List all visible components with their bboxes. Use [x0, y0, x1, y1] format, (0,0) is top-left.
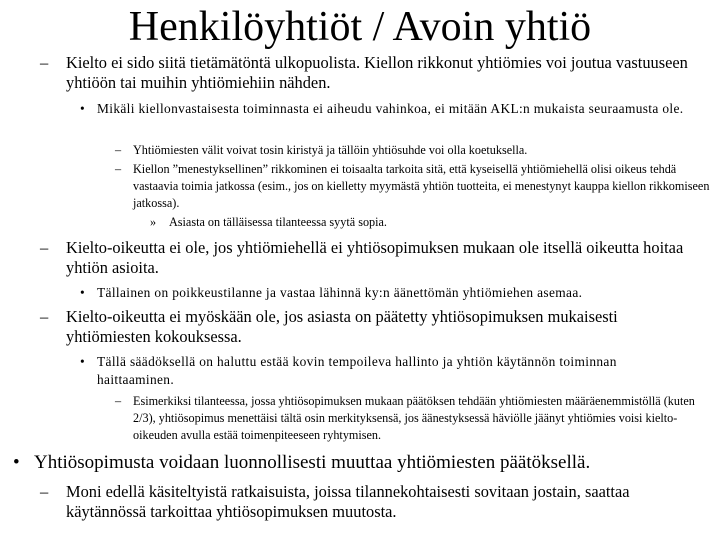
list-item: Esimerkiksi tilanteessa, jossa yhtiösopimuksen mukaan päätöksen tehdään yhtiömiesten määräenemmistöllä (kuten 2/3), yhtiösopimus menettäisi tältä osin merkityksensä, jos äänestyksessä häviölle jäänyt yhtiömies voisi kielto-oikeuden avulla estää toimenpiteeseen ryhtymisen. — [133, 394, 695, 442]
slide-title: Henkilöyhtiöt / Avoin yhtiö — [128, 4, 592, 50]
list-item: Kiellon ”menestyksellinen” rikkominen ei toisaalta tarkoita sitä, että kyseisellä yhtiömiehellä olisi oikeus tehdä vastaavia toimia jatkossa (esim., jos on kielletty myymästä yhtiön tuotteita, ei menestynyt kauppa kiellon rikkomiseen jatkossa). — [133, 162, 710, 210]
list-item: Kielto ei sido siitä tietämätöntä ulkopuolista. Kiellon rikkonut yhtiömies voi joutua vastuuseen yhtiöön tai muihin yhtiömiehiin nähden. — [66, 53, 688, 92]
bullet-marker: • — [80, 285, 86, 300]
bullet-marker: • — [13, 452, 20, 473]
bullet-marker: • — [80, 354, 86, 369]
list-item: Moni edellä käsiteltyistä ratkaisuista, joissa tilannekohtaisesti sovitaan jostain, saattaa käytännössä tarkoittaa yhtiösopimuksen muutosta. — [66, 482, 630, 521]
list-item: Asiasta on tälläisessa tilanteessa syytä sopia. — [169, 215, 387, 229]
list-item: Mikäli kiellonvastaisesta toiminnasta ei aiheudu vahinkoa, ei mitään AKL:n mukaista seuraamusta ole. — [97, 101, 684, 116]
dash-marker: – — [40, 238, 49, 257]
arrow-marker: » — [150, 215, 157, 229]
list-item: Yhtiömiesten välit voivat tosin kiristyä ja tällöin yhtiösuhde voi olla koetuksella. — [133, 143, 528, 157]
dash-marker: – — [40, 307, 49, 326]
dash-marker: – — [115, 143, 122, 157]
dash-marker: – — [40, 53, 49, 72]
list-item: Yhtiösopimusta voidaan luonnollisesti muuttaa yhtiömiesten päätöksellä. — [34, 452, 591, 473]
list-item: Kielto-oikeutta ei myöskään ole, jos asiasta on päätetty yhtiösopimuksen mukaisesti yhtiömiesten kokouksessa. — [66, 307, 618, 346]
list-item: Tällainen on poikkeustilanne ja vastaa lähinnä ky:n äänettömän yhtiömiehen asemaa. — [97, 285, 583, 300]
dash-marker: – — [40, 482, 49, 501]
dash-marker: – — [115, 162, 122, 176]
list-item: Tällä säädöksellä on haluttu estää kovin tempoileva hallinto ja yhtiön käytännön toiminnan haittaaminen. — [97, 354, 617, 387]
list-item: Kielto-oikeutta ei ole, jos yhtiömiehellä ei yhtiösopimuksen mukaan ole itsellä oikeutta hoitaa yhtiön asioita. — [66, 238, 684, 277]
bullet-marker: • — [80, 101, 86, 116]
dash-marker: – — [115, 394, 122, 408]
